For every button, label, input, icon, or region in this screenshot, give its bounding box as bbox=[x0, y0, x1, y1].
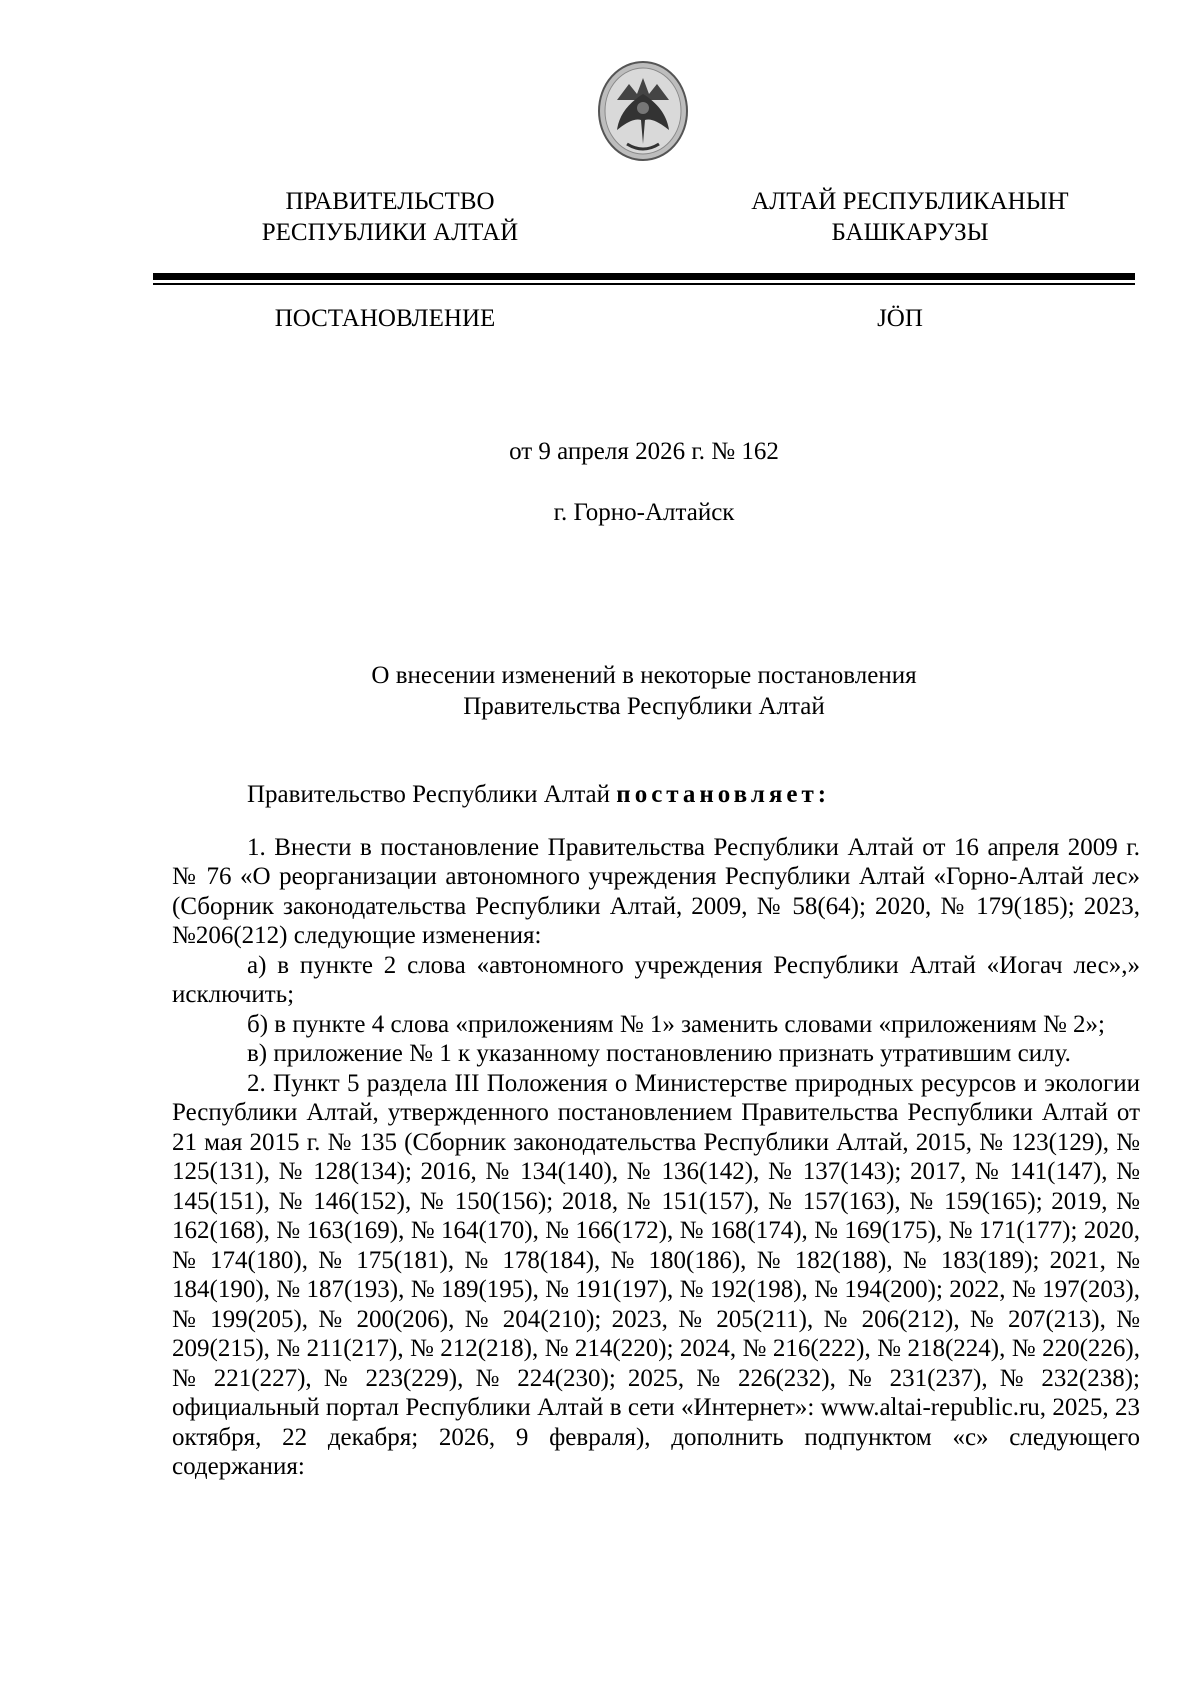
doc-type-ru: ПОСТАНОВЛЕНИЕ bbox=[274, 305, 496, 332]
title-line1: О внесении изменений в некоторые постановления bbox=[371, 662, 917, 689]
document-title bbox=[153, 660, 1135, 722]
intro-subject: Правительство Республики Алтай bbox=[247, 781, 611, 808]
paragraph-1c: в) приложение № 1 к указанному постановлению признать утратившим силу. bbox=[247, 1040, 1071, 1067]
header-right bbox=[700, 186, 1120, 248]
document-date: от 9 апреля 2026 г. № 162 bbox=[509, 438, 779, 465]
coat-of-arms-icon bbox=[597, 60, 689, 162]
document-body bbox=[172, 780, 1140, 1482]
intro-verb: постановляет: bbox=[616, 781, 831, 808]
document-city: г. Горно-Алтайск bbox=[553, 499, 735, 526]
doc-type-alt: JÖП bbox=[877, 305, 923, 332]
paragraph-1b: б) в пункте 4 слова «приложениям № 1» заменить словами «приложениям № 2»; bbox=[247, 1010, 1106, 1038]
header-right-line1: АЛТАЙ РЕСПУБЛИКАНЫҤ bbox=[751, 188, 1069, 215]
paragraph-1: 1. Внести в постановление Правительства Республики Алтай от 16 апреля 2009 г. № 76 «О реорганизации автономного учреждения Республики Алтай «Горно-Алтай лес» (Сборник законодательства Республики Алтай, 2009, № 58(64); 2020, № 179(185); 2023, №206(212) следующие изменения: bbox=[172, 833, 1140, 949]
header-right-line2: БАШКАРУЗЫ bbox=[831, 219, 989, 246]
header-left bbox=[200, 186, 580, 248]
title-line2: Правительства Республики Алтай bbox=[463, 693, 825, 720]
paragraph-2: 2. Пункт 5 раздела III Положения о Министерстве природных ресурсов и экологии Республики Алтай, утвержденного постановлением Правительства Республики Алтай от 21 мая 2015 г. № 135 (Сборник законодательства Республики Алтай, 2015, № 123(129), № 125(131), № 128(134); 2016, № 134(140), № 136(142), № 137(143); 2017, № 141(147), № 145(151), № 146(152), № 150(156); 2018, № 151(157), № 157(163), № 159(165); 2019, № 162(168), № 163(169), № 164(170), № 166(172), № 168(174), № 169(175), № 171(177); 2020, № 174(180), № 175(181), № 178(184), № 180(186), № 182(188), № 183(189); 2021, № 184(190), № 187(193), № 189(195), № 191(197), № 192(198), № 194(200); 2022, № 197(203), № 199(205), № 200(206), № 204(210); 2023, № 205(211), № 206(212), № 207(213), № 209(215), № 211(217), № 212(218), № 214(220); 2024, № 216(222), № 218(224), № 220(226), № 221(227), № 223(229), № 224(230); 2025, № 226(232), № 231(237), № 232(238); официальный портал Республики Алтай в сети «Интернет»: www.altai-republic.ru, 2025, 23 октября, 22 декабря; 2026, 9 февраля), дополнить подпунктом «с» следующего содержания: bbox=[172, 1069, 1140, 1480]
header-left-line2: РЕСПУБЛИКИ АЛТАЙ bbox=[261, 219, 519, 246]
paragraph-1a: а) в пункте 2 слова «автономного учреждения Республики Алтай «Иогач лес»,» исключить; bbox=[172, 951, 1140, 1008]
intro-paragraph bbox=[172, 780, 1140, 810]
header-left-line1: ПРАВИТЕЛЬСТВО bbox=[285, 188, 495, 215]
header-divider-thick bbox=[153, 273, 1135, 280]
header-divider-thin bbox=[153, 283, 1135, 285]
